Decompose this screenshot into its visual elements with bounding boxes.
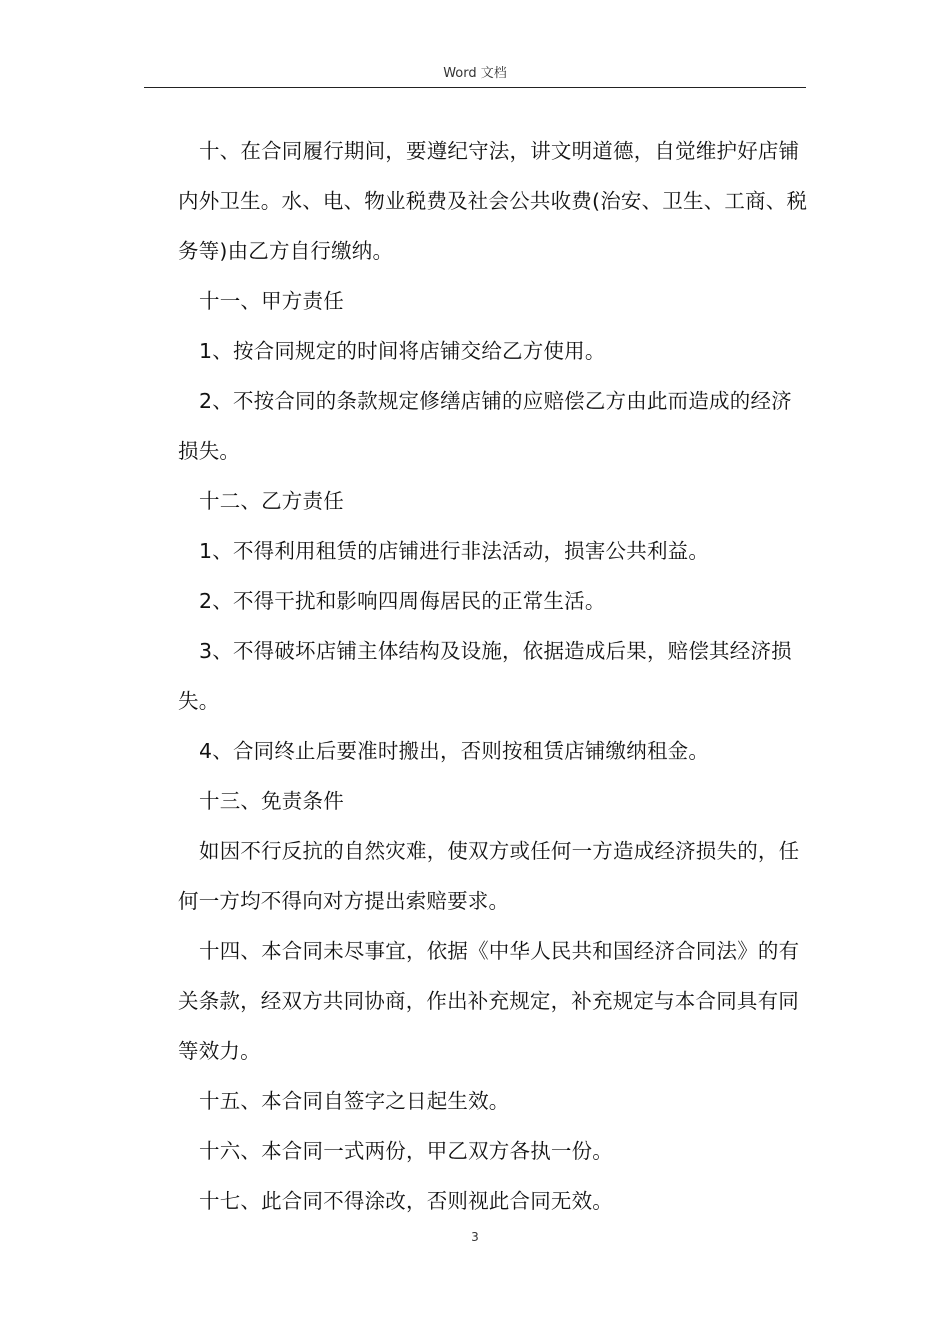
paragraph-clause-14: 十四、本合同未尽事宜，依据《中华人民共和国经济合同法》的有关条款，经双方共同协商，作出补充规定，补充规定与本合同具有同等效力。 — [178, 939, 800, 1063]
page-number: 3 — [471, 1230, 479, 1244]
heading-clause-11: 十一、甲方责任 — [199, 289, 344, 313]
paragraph-clause-12-item-4: 4、合同终止后要准时搬出，否则按租赁店铺缴纳租金。 — [199, 739, 710, 763]
paragraph-clause-16: 十六、本合同一式两份，甲乙双方各执一份。 — [199, 1139, 613, 1163]
paragraph-clause-17: 十七、此合同不得涂改，否则视此合同无效。 — [199, 1189, 613, 1213]
document-body — [178, 126, 808, 1226]
heading-clause-13: 十三、免责条件 — [199, 789, 344, 813]
paragraph-clause-13-body: 如因不行反抗的自然灾难，使双方或任何一方造成经济损失的，任何一方均不得向对方提出索赔要求。 — [178, 839, 800, 913]
paragraph-clause-11-item-2: 2、不按合同的条款规定修缮店铺的应赔偿乙方由此而造成的经济损失。 — [178, 389, 792, 463]
paragraph-clause-12-item-2: 2、不得干扰和影响四周侮居民的正常生活。 — [199, 589, 606, 613]
page-header-title: Word 文档 — [443, 66, 507, 81]
paragraph-clause-15: 十五、本合同自签字之日起生效。 — [199, 1089, 510, 1113]
header-divider — [144, 87, 806, 88]
paragraph-clause-12-item-1: 1、不得利用租赁的店铺进行非法活动，损害公共利益。 — [199, 539, 710, 563]
paragraph-clause-10: 十、在合同履行期间，要遵纪守法，讲文明道德，自觉维护好店铺内外卫生。水、电、物业税费及社会公共收费(治安、卫生、工商、税务等)由乙方自行缴纳。 — [178, 139, 808, 263]
heading-clause-12: 十二、乙方责任 — [199, 489, 344, 513]
paragraph-clause-11-item-1: 1、按合同规定的时间将店铺交给乙方使用。 — [199, 339, 606, 363]
paragraph-clause-12-item-3: 3、不得破坏店铺主体结构及设施，依据造成后果，赔偿其经济损失。 — [178, 639, 792, 713]
